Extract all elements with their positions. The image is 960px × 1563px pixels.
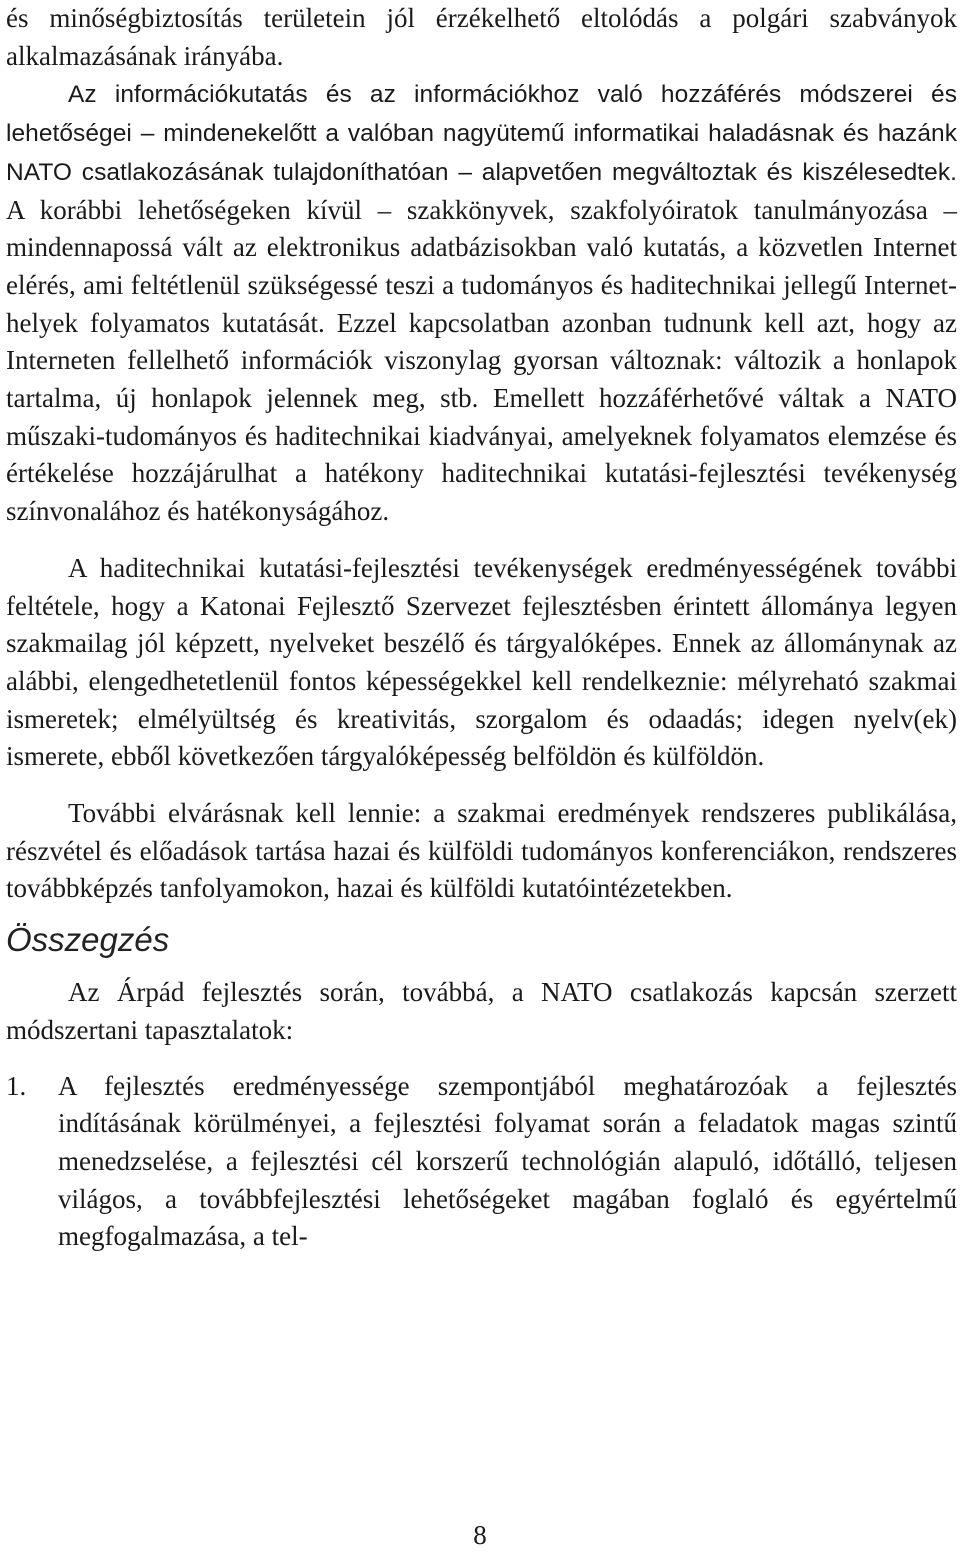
paragraph-3: A haditechnikai kutatási-fejlesztési tevékenységek eredményességének további feltétele, hogy a Katonai Fejlesztő Szervezet fejlesztésben érintett állománya legyen szakmailag jól képzett, nyelveket beszélő és tárgyalóképes. Ennek az állománynak az alábbi, elengedhetetlenül fontos képességekkel kell rendelkeznie: mélyreható szakmai ismeretek; elmélyültség és kreativitás, szorgalom és odaadás; idegen nyelv(ek) ismerete, ebből következően tárgyalóképesség belföldön és külföldön. xyxy=(6,552,957,772)
paragraph-2-serif-part: A korábbi lehetőségeken kívül – szakkönyvek, szakfolyóiratok tanulmányozása – mindennapossá vált az elektronikus adatbázisokban való kutatás, a közvetlen Internet elérés, ami feltétlenül szükségessé teszi a tudományos és haditechnikai jellegű Internet-helyek folyamatos kutatását. Ezzel kapcsolatban azonban tudnunk kell azt, hogy az Interneten fellelhető információk viszonylag gyorsan változnak: változik a honlapok tartalma, új honlapok jelennek meg, stb. Emellett hozzáférhetővé váltak a NATO műszaki-tudományos és haditechnikai kiadványai, amelyeknek folyamatos elemzése és értékelése hozzájárulhat a hatékony haditechnikai kutatási-fejlesztési tevékenység színvonalához és hatékonyságához. xyxy=(6,194,957,527)
list-item-number: 1. xyxy=(6,1070,27,1101)
list-item-1 xyxy=(6,1068,957,1257)
section-heading: Összegzés xyxy=(6,921,170,959)
paragraph-5: Az Árpád fejlesztés során, továbbá, a NATO csatlakozás kapcsán szerzett módszertani tapasztalatok: xyxy=(6,977,957,1045)
paragraph-4: További elvárásnak kell lennie: a szakmai eredmények rendszeres publikálása, részvétel és előadások tartása hazai és külföldi tudományos konferenciákon, rendszeres továbbképzés tanfolyamokon, hazai és külföldi kutatóintézetekben. xyxy=(6,798,957,904)
page-number: 8 xyxy=(473,1520,487,1550)
paragraph-2 xyxy=(6,75,957,530)
list-item-text: A fejlesztés eredményessége szempontjából meghatározóak a fejlesztés indításának körülményei, a fejlesztési folyamat során a feladatok magas szintű menedzselése, a fejlesztési cél korszerű technológián alapuló, időtálló, teljesen világos, a továbbfejlesztési lehetőségeket magában foglaló és egyértelmű megfogalmazása, a tel- xyxy=(58,1070,957,1252)
paragraph-2-sans-part: Az információkutatás és az információkhoz való hozzáférés módszerei és lehetőségei – mindenekelőtt a valóban nagyütemű informatikai haladásnak és hazánk NATO csatlakozásának tulajdoníthatóan – alapvetően megváltoztak és kiszélesedtek. xyxy=(6,81,957,186)
document-page xyxy=(6,0,957,1256)
paragraph-1: és minőségbiztosítás területein jól érzékelhető eltolódás a polgári szabványok alkalmazásának irányába. xyxy=(6,3,957,71)
